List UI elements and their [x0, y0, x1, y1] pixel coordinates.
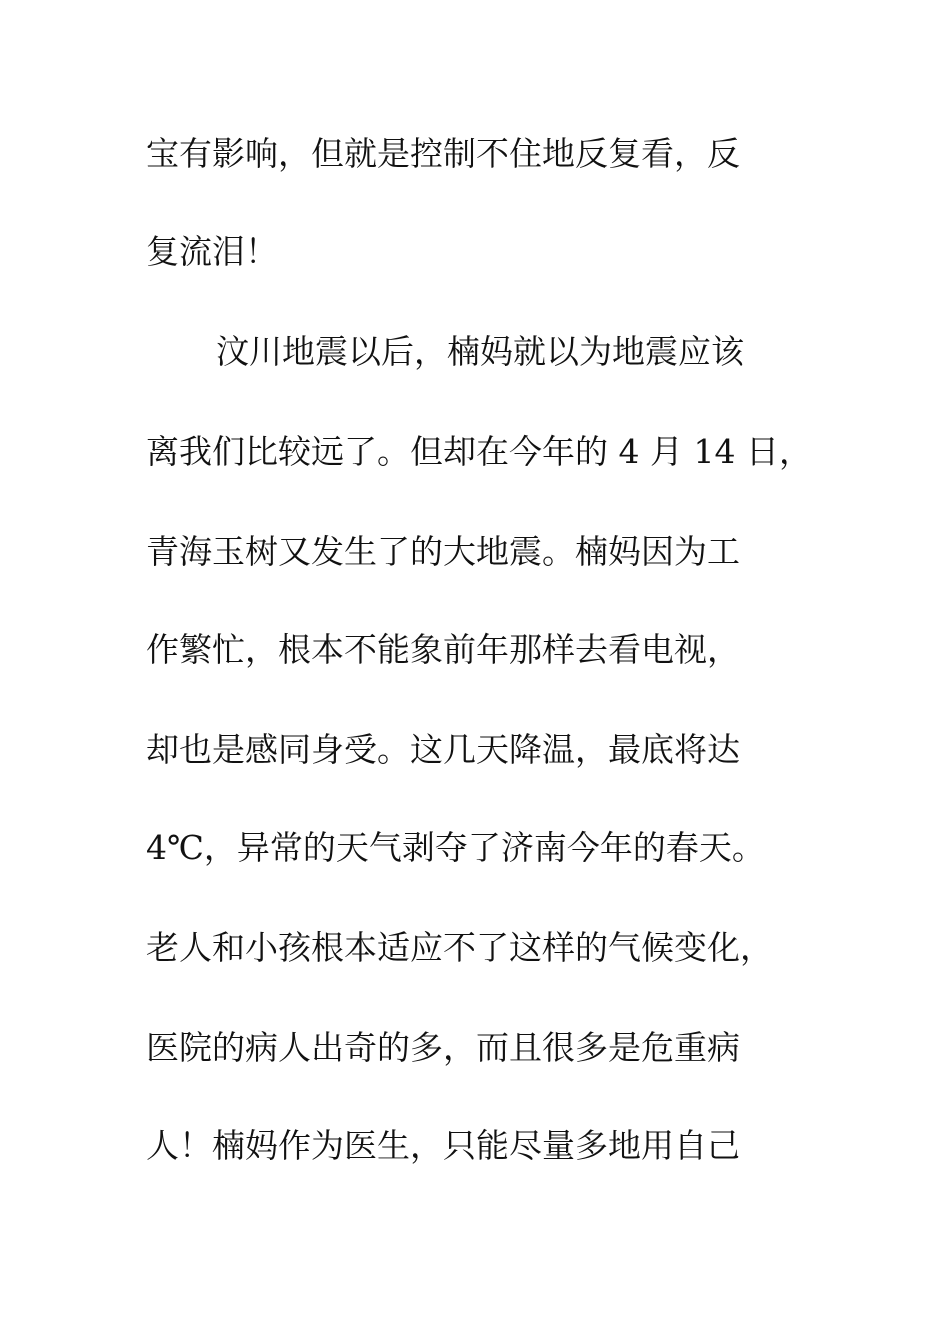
text-line: 作繁忙，根本不能象前年那样去看电视，	[146, 630, 740, 669]
text-line: 离我们比较远了。但却在今年的 4 月 14 日，	[146, 432, 812, 471]
paragraph-start-line: 汶川地震以后，楠妈就以为地震应该	[216, 332, 744, 371]
text-line: 青海玉树又发生了的大地震。楠妈因为工	[146, 532, 740, 571]
text-line: 4℃，异常的天气剥夺了济南今年的春天。	[146, 828, 765, 867]
text-line: 人！楠妈作为医生，只能尽量多地用自己	[146, 1126, 740, 1165]
text-line: 宝有影响，但就是控制不住地反复看，反	[146, 134, 740, 173]
text-line: 医院的病人出奇的多，而且很多是危重病	[146, 1028, 740, 1067]
text-line: 却也是感同身受。这几天降温，最底将达	[146, 730, 740, 769]
text-line: 复流泪！	[146, 232, 278, 271]
text-line: 老人和小孩根本适应不了这样的气候变化，	[146, 928, 773, 967]
